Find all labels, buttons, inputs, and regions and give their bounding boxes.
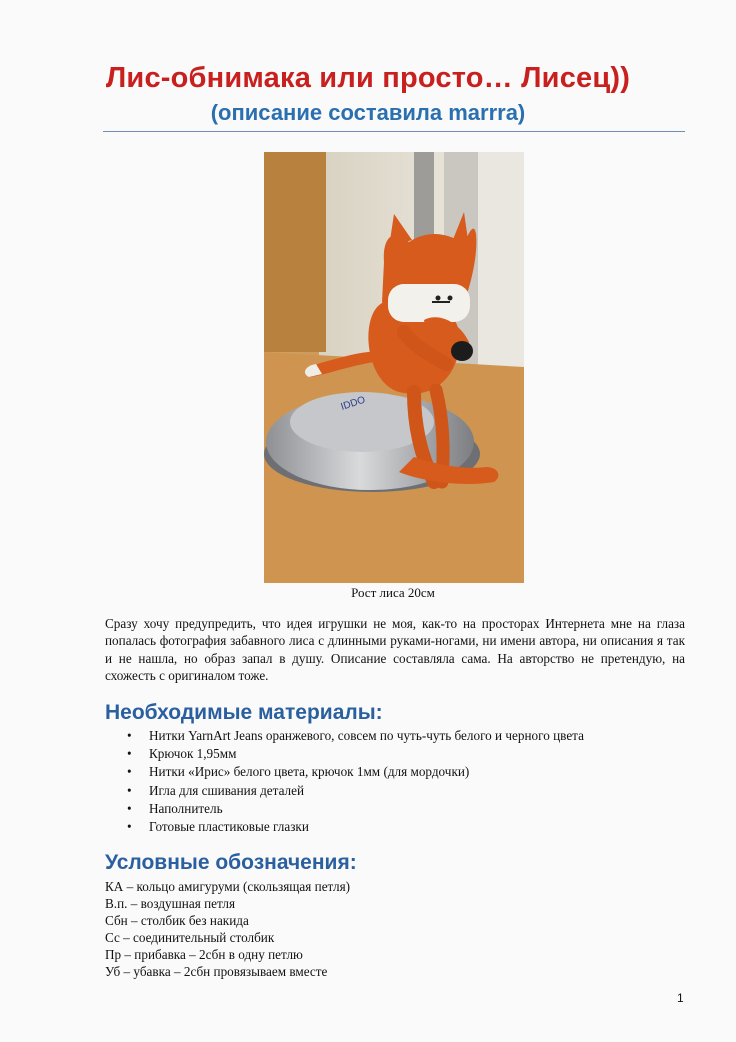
bullet-icon: • (127, 819, 132, 835)
document-title: Лис-обнимака или просто… Лисец)) (105, 62, 631, 94)
list-item: • Крючок 1,95мм (105, 745, 584, 763)
bullet-icon: • (127, 746, 132, 762)
bullet-icon: • (127, 764, 132, 780)
materials-list (105, 727, 584, 836)
bullet-icon: • (127, 728, 132, 743)
symbol-line: Сс – соединительный столбик (105, 930, 275, 945)
list-item: • Нитки «Ирис» белого цвета, крючок 1мм (для мордочки) (105, 763, 584, 781)
page-number: 1 (677, 991, 684, 1005)
symbol-line: Сбн – столбик без накида (105, 913, 249, 928)
svg-text:IDDO: IDDO (339, 394, 367, 413)
document-subtitle: (описание составила marrra) (210, 100, 526, 125)
fox-toy-photo (264, 152, 524, 583)
title-divider (103, 131, 685, 132)
bullet-icon: • (127, 800, 132, 816)
materials-heading: Необходимые материалы: (105, 701, 383, 724)
symbols-list (105, 878, 350, 980)
symbol-line: КА – кольцо амигуруми (скользящая петля) (105, 879, 351, 894)
photo-caption: Рост лиса 20см (351, 585, 435, 600)
list-item: • Игла для сшивания деталей (105, 782, 584, 800)
list-item: • Готовые пластиковые глазки (105, 818, 584, 836)
bullet-icon: • (127, 782, 132, 798)
list-item: • Нитки YarnArt Jeans оранжевого, совсем по чуть-чуть белого и черного цвета (105, 727, 584, 745)
list-item: • Наполнитель (105, 800, 584, 818)
symbols-heading: Условные обозначения: (105, 851, 357, 874)
symbol-line: Уб – убавка – 2сбн провязываем вместе (105, 964, 328, 979)
symbol-line: Пр – прибавка – 2сбн в одну петлю (105, 947, 303, 962)
symbol-line: В.п. – воздушная петля (105, 896, 236, 911)
intro-paragraph: Сразу хочу предупредить, что идея игрушки не моя, как-то на просторах Интернета мне на глаза попалась фотография забавного лиса с длинными руками-ногами, ни имени автора, ни описания я так и не нашла, но образ запал в душу. Описание составляла сама. На авторство не претендую, на схожесть с оригиналом тоже. (105, 616, 685, 683)
